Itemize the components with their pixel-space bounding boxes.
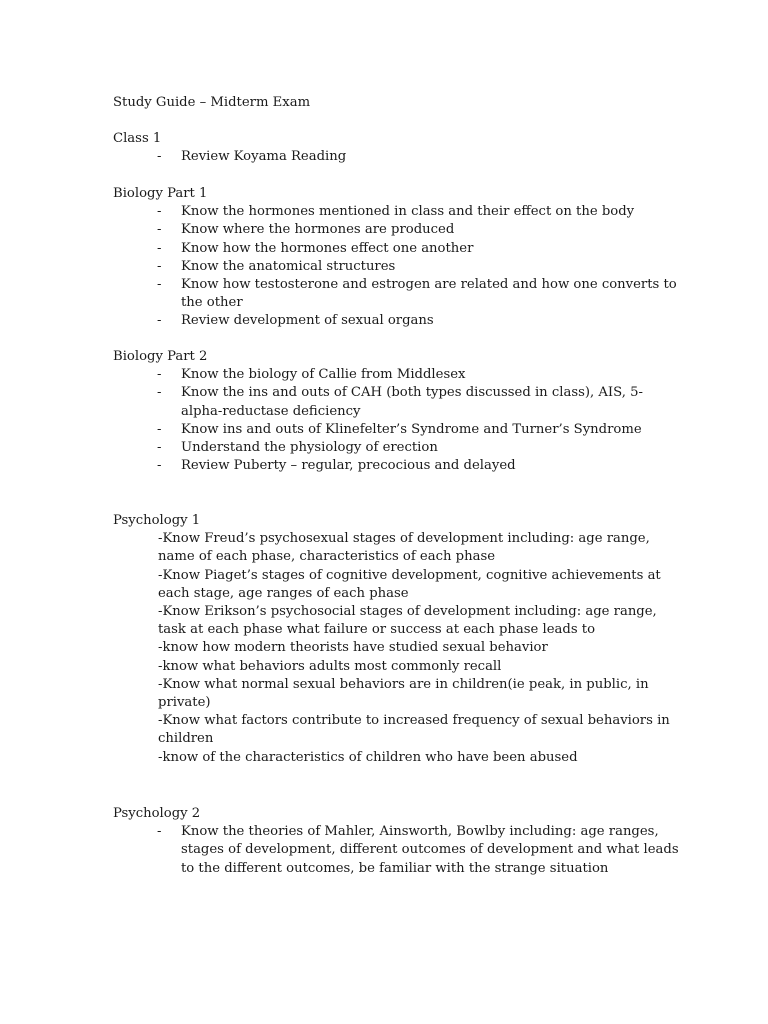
- list-item: Review development of sexual organs: [181, 313, 434, 329]
- section-heading: Psychology 1: [113, 513, 201, 528]
- list-item: private): [158, 695, 211, 710]
- list-item: Know the theories of Mahler, Ainsworth, Bowlby including: age ranges,: [181, 824, 659, 840]
- list-item: Know the hormones mentioned in class and their effect on the body: [181, 204, 635, 220]
- bullet-dash: -: [157, 367, 162, 383]
- list-item: -Know Erikson’s psychosocial stages of development including: age range,: [158, 604, 657, 619]
- bullet-dash: -: [157, 149, 162, 165]
- bullet-dash: -: [157, 258, 162, 274]
- list-item: Review Puberty – regular, precocious and delayed: [181, 458, 516, 474]
- list-item: alpha-reductase deficiency: [181, 403, 361, 419]
- list-item: Understand the physiology of erection: [181, 440, 438, 455]
- list-item: -know of the characteristics of children who have been abused: [158, 749, 578, 765]
- bullet-dash: -: [157, 222, 162, 238]
- section-heading: Biology Part 2: [113, 349, 208, 364]
- list-item: Know the ins and outs of CAH (both types discussed in class), AIS, 5-: [181, 385, 643, 401]
- list-item: name of each phase, characteristics of each phase: [158, 549, 496, 565]
- list-item: stages of development, different outcomes of development and what leads: [181, 842, 679, 858]
- list-item: Know ins and outs of Klinefelter’s Syndrome and Turner’s Syndrome: [181, 421, 642, 437]
- list-item: task at each phase what failure or success at each phase leads to: [158, 622, 596, 638]
- bullet-dash: -: [157, 421, 162, 437]
- bullet-dash: -: [157, 313, 162, 329]
- list-item: Know how testosterone and estrogen are related and how one converts to: [181, 277, 677, 292]
- list-item: -know what behaviors adults most commonly recall: [158, 658, 502, 674]
- list-item: to the different outcomes, be familiar with the strange situation: [181, 860, 609, 876]
- list-item: Know where the hormones are produced: [181, 222, 455, 238]
- list-item: the other: [181, 295, 243, 311]
- list-item: -Know Piaget’s stages of cognitive development, cognitive achievements at: [158, 567, 661, 583]
- list-item: Know the biology of Callie from Middlesex: [181, 367, 466, 383]
- list-item: -Know what factors contribute to increased frequency of sexual behaviors in: [158, 713, 670, 729]
- list-item: Know how the hormones effect one another: [181, 240, 474, 256]
- list-item: children: [158, 731, 214, 747]
- bullet-dash: -: [157, 458, 162, 474]
- list-item: -know how modern theorists have studied sexual behavior: [158, 640, 548, 656]
- section-heading: Psychology 2: [113, 806, 201, 821]
- bullet-dash: -: [157, 440, 162, 455]
- list-item: each stage, age ranges of each phase: [158, 585, 409, 601]
- bullet-dash: -: [157, 824, 162, 840]
- list-item: -Know what normal sexual behaviors are in children(ie peak, in public, in: [158, 676, 649, 692]
- section-heading: Class 1: [113, 131, 162, 146]
- section-heading: Biology Part 1: [113, 186, 208, 201]
- list-item: Know the anatomical structures: [181, 258, 396, 274]
- bullet-dash: -: [157, 277, 162, 292]
- bullet-dash: -: [157, 385, 162, 401]
- bullet-dash: -: [157, 240, 162, 256]
- list-item: Review Koyama Reading: [181, 149, 347, 165]
- document-title: Study Guide – Midterm Exam: [113, 95, 311, 110]
- bullet-dash: -: [157, 204, 162, 220]
- list-item: -Know Freud’s psychosexual stages of development including: age range,: [158, 531, 650, 547]
